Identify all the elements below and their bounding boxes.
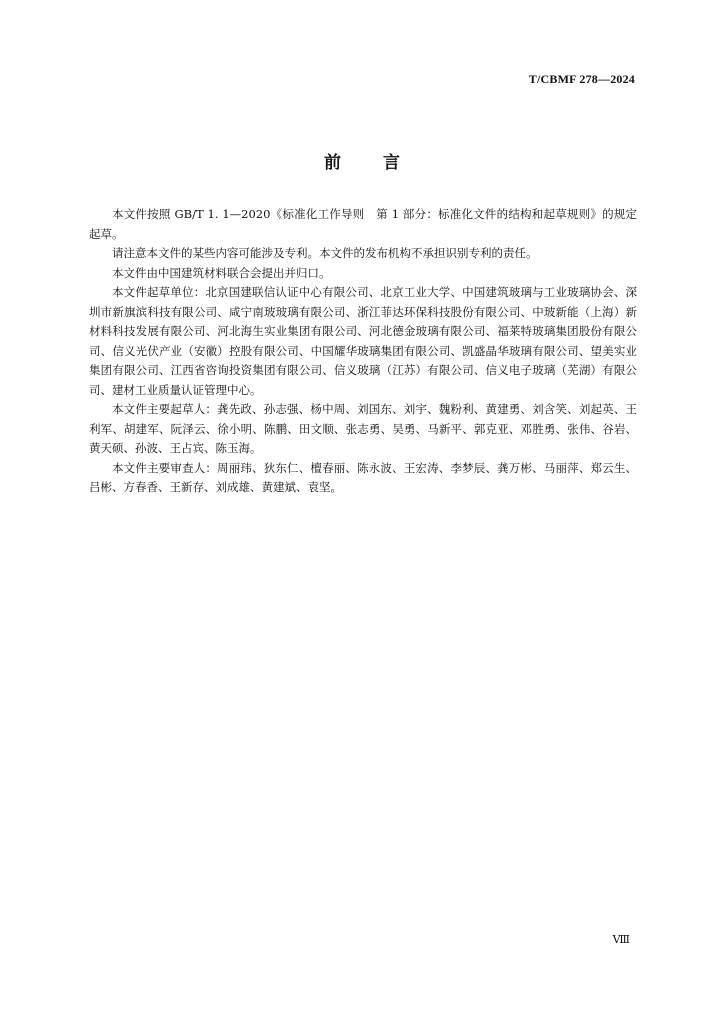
- paragraph-proposer: 本文件由中国建筑材料联合会提出并归口。: [112, 265, 331, 280]
- paragraph-drafting-rules: 本文件按照 GB/T 1. 1—2020《标准化工作导则 第 1 部分：标准化文件的结构和起草规则》的规定起草。: [89, 207, 637, 241]
- paragraph-drafters: 本文件主要起草人：龚先政、孙志强、杨中周、刘国东、刘宇、魏粉利、黄建勇、刘含笑、刘起英、王利军、胡建军、阮泽云、徐小明、陈鹏、田文顺、张志勇、吴勇、马新平、郭克亚、邓胜勇、张伟、谷岩、黄天硕、孙波、王占宾、陈玉海。: [89, 402, 637, 455]
- paragraph-reviewers: 本文件主要审查人：周丽玮、狄东仁、檀春丽、陈永波、王宏涛、李梦辰、龚万彬、马丽萍、郑云生、吕彬、方春香、王新存、刘成雄、黄建斌、袁坚。: [89, 460, 637, 494]
- document-code: T/CBMF 278—2024: [528, 72, 635, 86]
- page-number: Ⅷ: [612, 934, 630, 946]
- paragraph-patent-notice: 请注意本文件的某些内容可能涉及专利。本文件的发布机构不承担识别专利的责任。: [112, 246, 538, 260]
- paragraph-drafting-units: 本文件起草单位：北京国建联信认证中心有限公司、北京工业大学、中国建筑玻璃与工业玻璃协会、深圳市新旗滨科技有限公司、咸宁南玻玻璃有限公司、浙江菲达环保科技股份有限公司、中玻新能（上海）新材料科技发展有限公司、河北海生实业集团有限公司、河北德金玻璃有限公司、福莱特玻璃集团股份有限公司、信义光伏产业（安徽）控股有限公司、中国耀华玻璃集团有限公司、凯盛晶华玻璃有限公司、望美实业集团有限公司、江西省咨询投资集团有限公司、信义玻璃（江苏）有限公司、信义电子玻璃（芜湖）有限公司、建材工业质量认证管理中心。: [89, 285, 637, 397]
- foreword-body: [89, 205, 637, 498]
- page-title: 前言: [324, 153, 442, 173]
